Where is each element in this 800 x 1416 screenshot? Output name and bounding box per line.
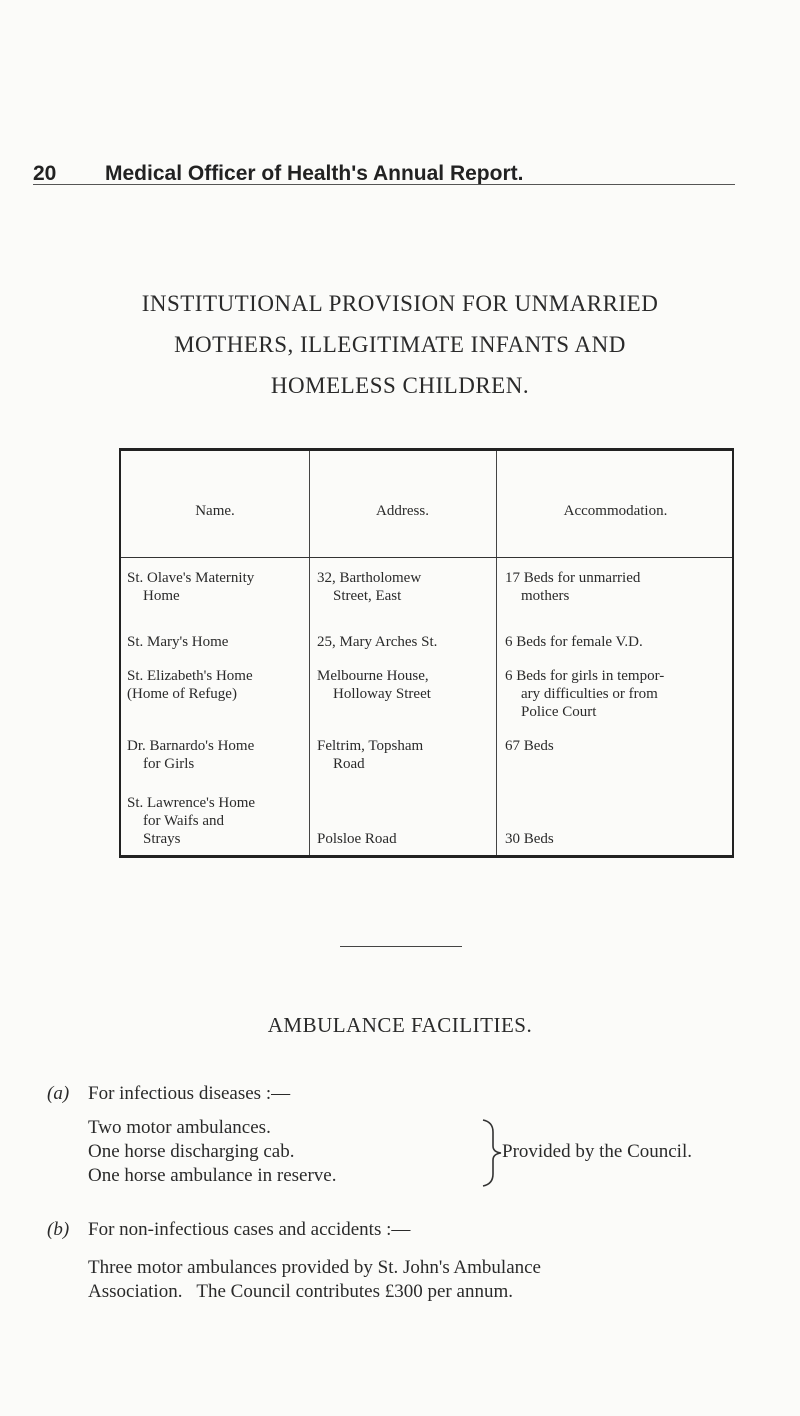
section-title-line: INSTITUTIONAL PROVISION FOR UNMARRIED <box>141 291 659 316</box>
ambulance-item: One horse ambulance in reserve. <box>88 1165 337 1186</box>
provider-note: Provided by the Council. <box>502 1141 692 1162</box>
section-title-line: HOMELESS CHILDREN. <box>270 373 530 398</box>
item-b-label: (b) <box>47 1219 70 1240</box>
column-header-accommodation: Accommodation. <box>563 503 668 519</box>
table-cell-accommodation: 67 Beds <box>505 738 554 754</box>
table-cell-address: 25, Mary Arches St. <box>317 634 438 650</box>
item-b-text-line: Three motor ambulances provided by St. John's Ambulance <box>88 1257 541 1278</box>
table-cell-address: 32, Bartholomew Street, East <box>317 570 422 604</box>
item-a-heading: For infectious diseases :— <box>88 1083 291 1104</box>
institutions-table <box>119 448 734 858</box>
table-cell-address: Melbourne House, Holloway Street <box>317 668 431 702</box>
section-divider <box>340 946 462 947</box>
header-rule <box>33 184 735 185</box>
ambulance-item: One horse discharging cab. <box>88 1141 295 1162</box>
section-title-line: MOTHERS, ILLEGITIMATE INFANTS AND <box>174 332 626 357</box>
table-cell-name: St. Lawrence's Home for Waifs and Strays <box>127 795 256 847</box>
item-a-label: (a) <box>47 1083 70 1104</box>
table-cell-address: Feltrim, Topsham Road <box>317 738 424 772</box>
report-title: Medical Officer of Health's Annual Report. <box>105 162 524 185</box>
item-b-text-line: Association. The Council contributes £300 per annum. <box>88 1281 513 1302</box>
column-header-name: Name. <box>195 503 235 519</box>
table-cell-accommodation: 6 Beds for female V.D. <box>505 634 643 650</box>
right-brace-icon <box>479 1118 503 1188</box>
item-b-heading: For non-infectious cases and accidents :— <box>88 1219 411 1240</box>
table-cell-accommodation: 30 Beds <box>505 831 554 847</box>
table-cell-name: Dr. Barnardo's Home for Girls <box>127 738 255 772</box>
section-title <box>50 283 750 406</box>
table-cell-name: St. Olave's Maternity Home <box>127 570 255 604</box>
table-cell-address: Polsloe Road <box>317 831 397 847</box>
table-cell-accommodation: 6 Beds for girls in tempor- ary difficulties or from Police Court <box>505 668 665 720</box>
table-cell-name: St. Mary's Home <box>127 634 229 650</box>
ambulance-item: Two motor ambulances. <box>88 1117 271 1138</box>
table-cell-name: St. Elizabeth's Home (Home of Refuge) <box>127 668 253 702</box>
table-cell-accommodation: 17 Beds for unmarried mothers <box>505 570 641 604</box>
page-number: 20 <box>33 162 57 185</box>
column-header-address: Address. <box>376 503 429 519</box>
ambulance-title: AMBULANCE FACILITIES. <box>267 1013 533 1037</box>
header-rule <box>121 557 732 558</box>
